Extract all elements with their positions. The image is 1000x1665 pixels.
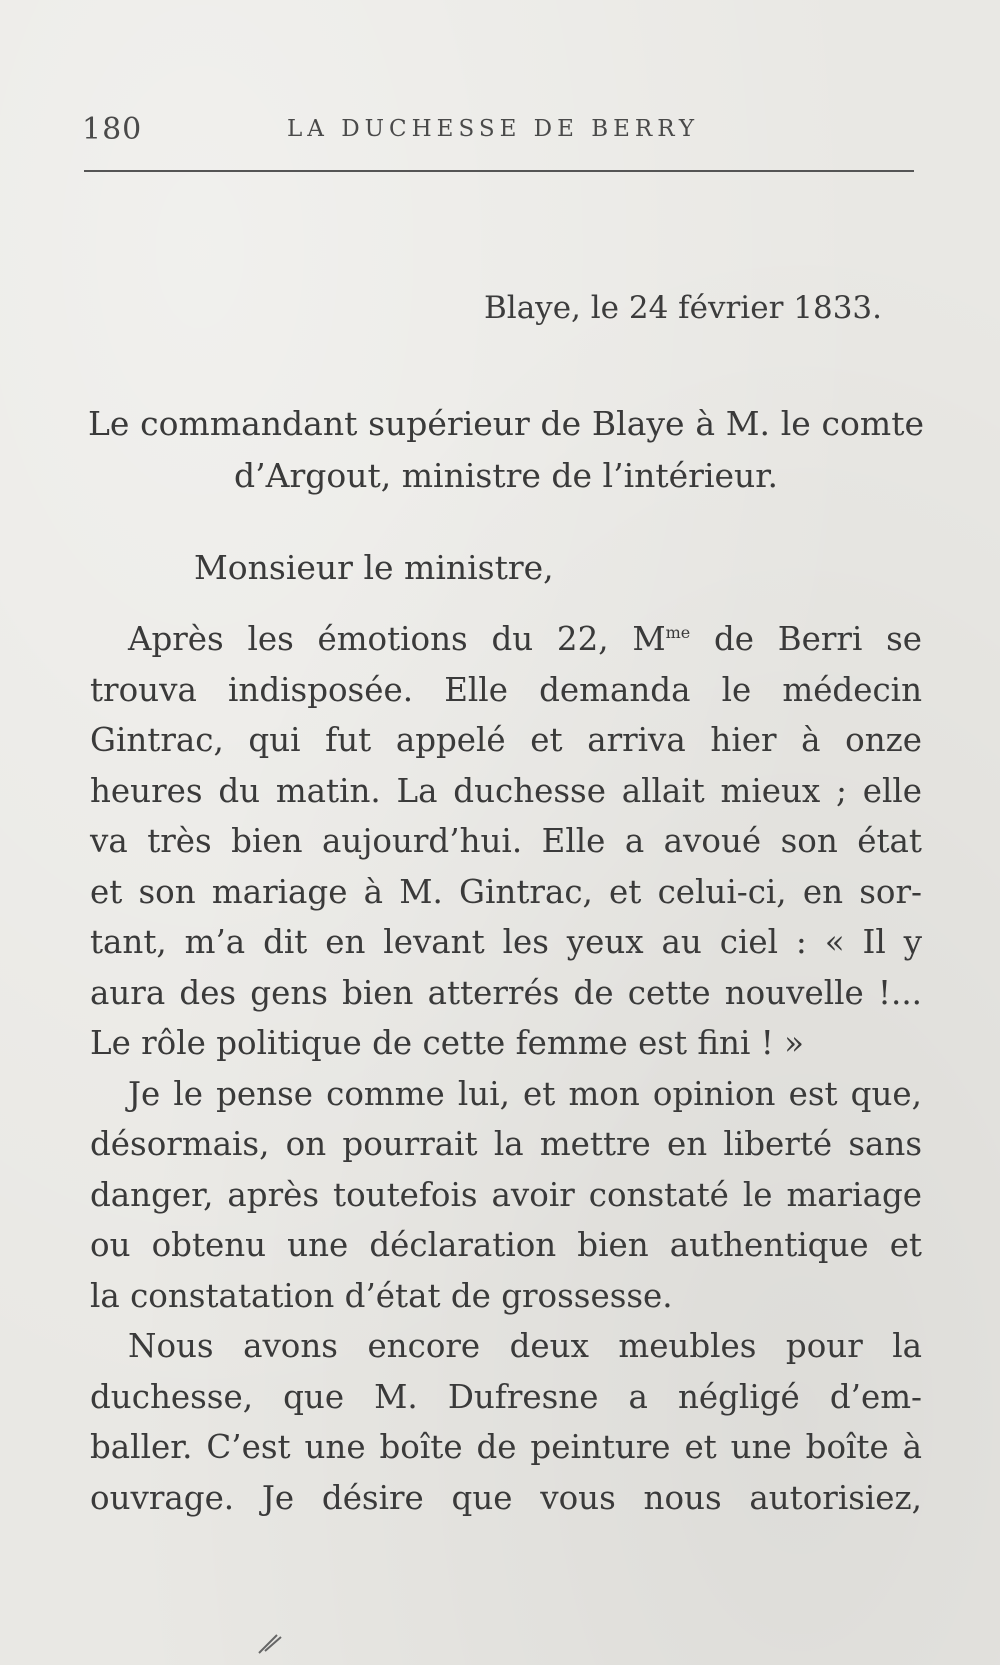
superscript: me xyxy=(665,623,691,642)
address-line: Le commandant supérieur de Blaye à M. le comte xyxy=(88,404,924,443)
text-line: ouvrage. Je désire que vous nous autorisiez, xyxy=(90,1478,922,1517)
text-line xyxy=(90,614,922,665)
text-line: aura des gens bien atterrés de cette nouvelle !... xyxy=(90,973,922,1012)
text-line: heures du matin. La duchesse allait mieux ; elle xyxy=(90,771,922,810)
text-line: trouva indisposée. Elle demanda le médecin xyxy=(90,670,922,709)
address-line: d’Argout, ministre de l’intérieur. xyxy=(234,456,778,495)
paragraph xyxy=(90,1321,922,1523)
text-fragment: de Berri se xyxy=(690,620,922,658)
ink-mark xyxy=(255,1615,295,1655)
text-line: Gintrac, qui fut appelé et arriva hier à onze xyxy=(90,721,922,759)
text-line: danger, après toutefois avoir constaté le mariage xyxy=(90,1175,922,1214)
salutation: Monsieur le ministre, xyxy=(194,548,554,587)
text-line: va très bien aujourd’hui. Elle a avoué son état xyxy=(90,822,922,860)
text-line: et son mariage à M. Gintrac, et celui-ci, en sor- xyxy=(90,872,922,911)
letter-address xyxy=(88,398,924,502)
running-title: LA DUCHESSE DE BERRY xyxy=(287,116,700,142)
text-line: Je le pense comme lui, et mon opinion est que, xyxy=(128,1074,922,1113)
text-line: ou obtenu une déclaration bien authentique et xyxy=(90,1226,922,1264)
text-line: la constatation d’état de grossesse. xyxy=(90,1276,673,1315)
text-line: duchesse, que M. Dufresne a négligé d’em- xyxy=(90,1377,922,1416)
header-rule xyxy=(84,170,914,172)
text-line: baller. C’est une boîte de peinture et une boîte à xyxy=(90,1428,922,1466)
paragraph xyxy=(90,614,922,1069)
running-head xyxy=(82,112,912,152)
dateline: Blaye, le 24 février 1833. xyxy=(484,290,882,326)
text-line: tant, m’a dit en levant les yeux au ciel : « Il y xyxy=(90,923,922,961)
text-fragment: Après les émotions du 22, M xyxy=(128,620,666,658)
page-number: 180 xyxy=(82,112,143,147)
text-line: désormais, on pourrait la mettre en liberté sans xyxy=(90,1125,922,1163)
text-line: Nous avons encore deux meubles pour la xyxy=(128,1327,922,1365)
paragraph xyxy=(90,1069,922,1322)
text-line: Le rôle politique de cette femme est fini ! » xyxy=(90,1024,804,1062)
letter-body xyxy=(90,614,922,1523)
